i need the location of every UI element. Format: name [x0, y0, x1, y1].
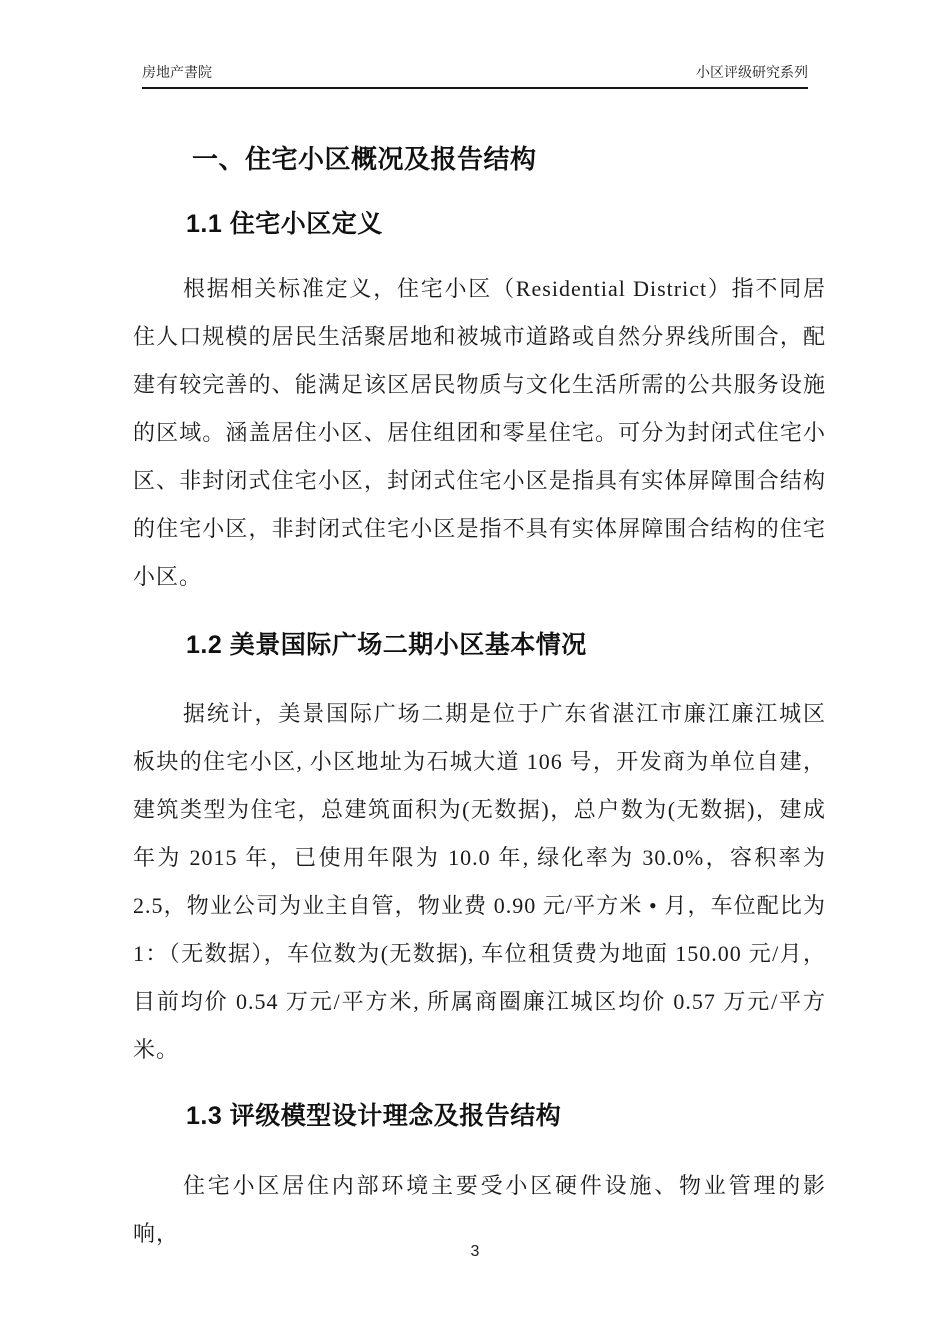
header-right-text: 小区评级研究系列 [696, 64, 808, 80]
chapter-heading: 一、住宅小区概况及报告结构 [192, 144, 537, 174]
section-heading-1-2: 1.2 美景国际广场二期小区基本情况 [186, 631, 587, 659]
header-left-text: 房地产書院 [142, 64, 212, 80]
paragraph-model-intro: 住宅小区居住内部环境主要受小区硬件设施、物业管理的影响， [133, 1173, 826, 1246]
page-header [142, 64, 808, 89]
paragraph-basic-info: 据统计，美景国际广场二期是位于广东省湛江市廉江廉江城区板块的住宅小区, 小区地址为石城大道 106 号，开发商为单位自建，建筑类型为住宅，总建筑面积为(无数据)，总户数为(无数据)，建成年为 2015 年，已使用年限为 10.0 年, 绿化率为 30.0%，容积率为 2.5，物业公司为业主自管，物业费 0.90 元/平方米 • 月，车位配比为 1：（无数据），车位数为(无数据), 车位租赁费为地面 150.00 元/月，目前均价 0.54 万元/平方米, 所属商圈廉江城区均价 0.57 万元/平方米。 [133, 701, 826, 1062]
page-number: 3 [470, 1243, 480, 1260]
paragraph-definition: 根据相关标准定义，住宅小区（Residential District）指不同居住人口规模的居民生活聚居地和被城市道路或自然分界线所围合，配建有较完善的、能满足该区居民物质与文化生活所需的公共服务设施的区域。涵盖居住小区、居住组团和零星住宅。可分为封闭式住宅小区、非封闭式住宅小区，封闭式住宅小区是指具有实体屏障围合结构的住宅小区，非封闭式住宅小区是指不具有实体屏障围合结构的住宅小区。 [133, 276, 826, 589]
section-heading-1-1: 1.1 住宅小区定义 [186, 210, 383, 238]
section-heading-1-3: 1.3 评级模型设计理念及报告结构 [186, 1102, 562, 1130]
page-footer [0, 1243, 950, 1261]
